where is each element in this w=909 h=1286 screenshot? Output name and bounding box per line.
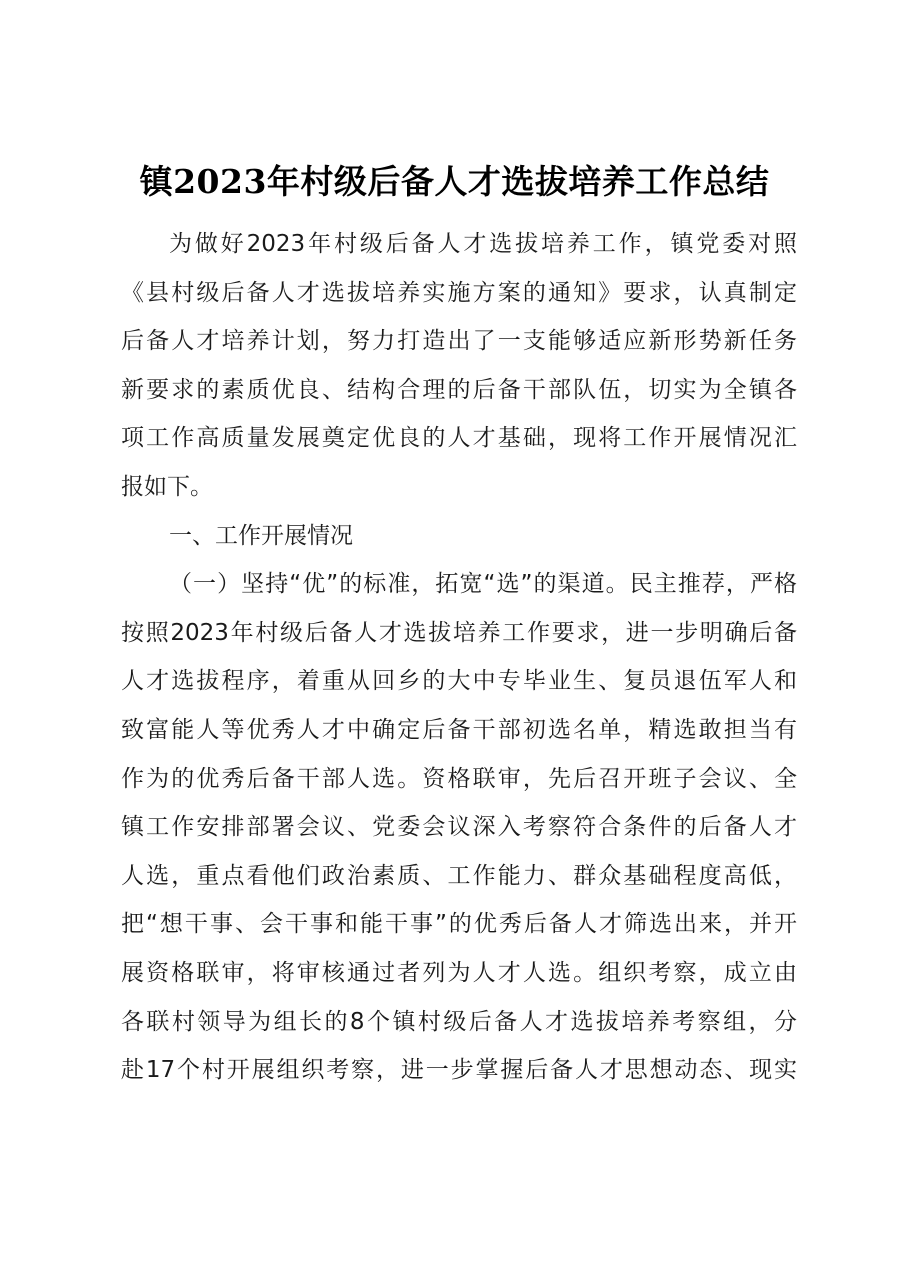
intro-paragraph — [121, 220, 797, 512]
document-title: 镇2023年村级后备人才选拔培养工作总结 — [139, 162, 770, 201]
text-line: 展资格联审，将审核通过者列为人才人选。组织考察，成立由 — [121, 959, 797, 986]
section-heading — [121, 512, 797, 561]
text-line: 作为的优秀后备干部人选。资格联审，先后召开班子会议、全 — [121, 765, 797, 792]
text-line: 《县村级后备人才选拔培养实施方案的通知》要求，认真制定 — [121, 279, 797, 306]
text-line: 致富能人等优秀人才中确定后备干部初选名单，精选敢担当有 — [121, 716, 797, 743]
document-body — [121, 220, 797, 1095]
text-line: 赴17个村开展组织考察，进一步掌握后备人才思想动态、现实 — [121, 1057, 797, 1084]
text-line: 按照2023年村级后备人才选拔培养工作要求，进一步明确后备 — [121, 619, 797, 646]
text-line: 镇工作安排部署会议、党委会议深入考察符合条件的后备人才 — [121, 814, 797, 841]
text-line: 报如下。 — [121, 473, 213, 500]
text-line: 把“想干事、会干事和能干事”的优秀后备人才筛选出来，并开 — [121, 911, 797, 938]
text-line: 人选，重点看他们政治素质、工作能力、群众基础程度高低， — [121, 862, 797, 889]
text-line: 项工作高质量发展奠定优良的人才基础，现将工作开展情况汇 — [121, 425, 797, 452]
text-line: 为做好2023年村级后备人才选拔培养工作，镇党委对照 — [169, 231, 797, 257]
text-line: 人才选拔程序，着重从回乡的大中专毕业生、复员退伍军人和 — [121, 668, 797, 695]
text-line: 新要求的素质优良、结构合理的后备干部队伍，切实为全镇各 — [121, 376, 797, 403]
text-line: （一）坚持“优”的标准，拓宽“选”的渠道。民主推荐，严格 — [169, 571, 797, 598]
text-line: 后备人才培养计划，努力打造出了一支能够适应新形势新任务 — [121, 328, 797, 355]
section-1-heading: 一、工作开展情况 — [169, 522, 353, 549]
subsection-1-paragraph — [121, 560, 797, 1095]
text-line: 各联村领导为组长的8个镇村级后备人才选拔培养考察组，分 — [121, 1008, 797, 1035]
